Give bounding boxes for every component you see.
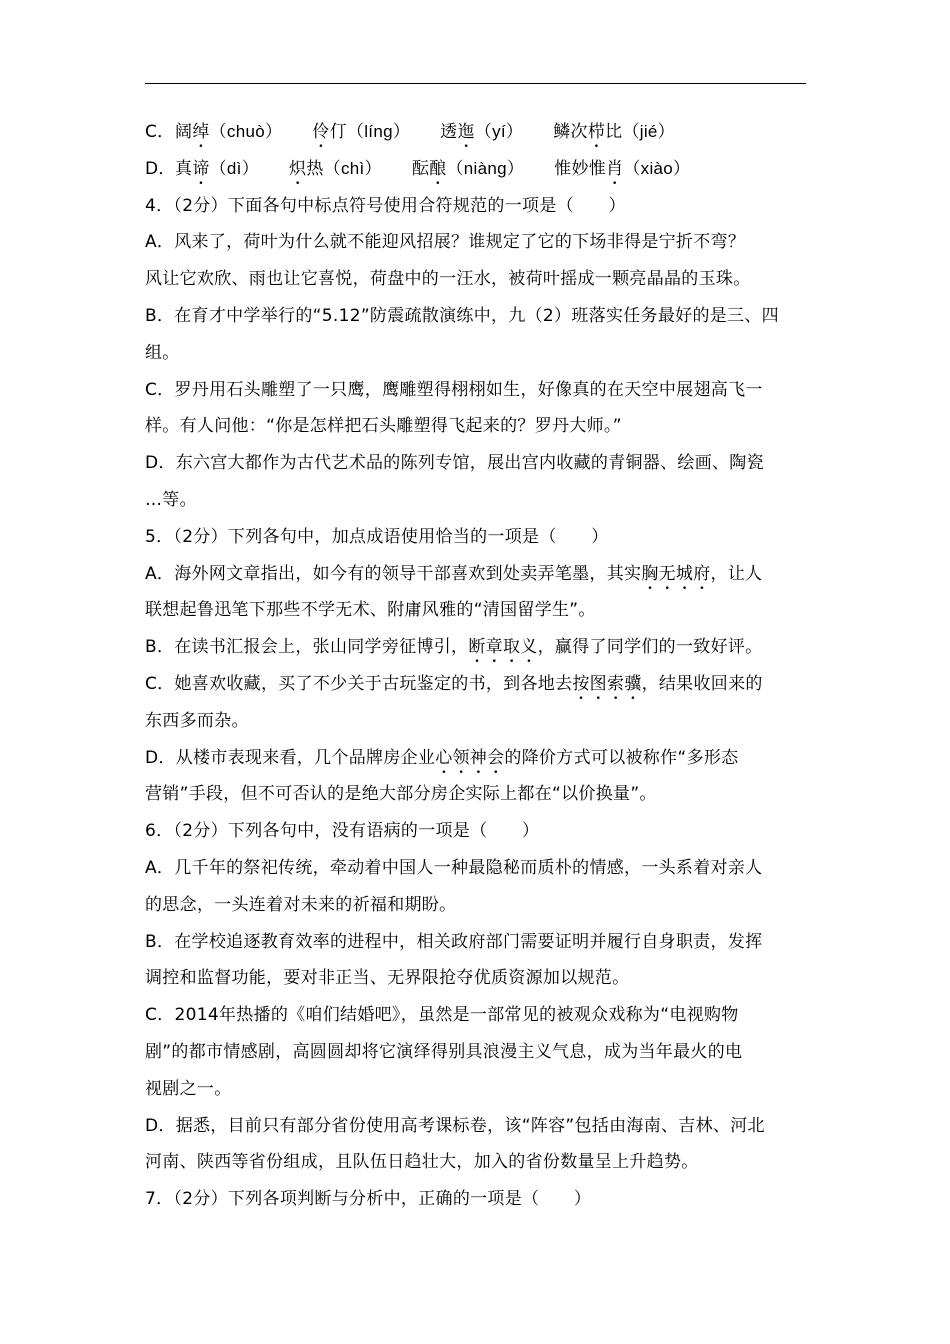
dotted-idiom: 断章取义 xyxy=(468,637,538,658)
q6-option-b-cont: 调控和监督功能，要对非正当、无界限抢夺优质资源加以规范。 xyxy=(145,968,630,989)
option-label: D． xyxy=(145,158,176,179)
q6-option-d: D．据悉，目前只有部分省份使用高考课标卷，该“阵容”包括由海南、吉林、河北 xyxy=(145,1115,765,1136)
dotted-idiom: 心领神会 xyxy=(435,747,505,768)
q6-option-d-cont: 河南、陕西等省份组成，且队伍日趋壮大，加入的省份数量呈上升趋势。 xyxy=(145,1152,699,1173)
q6-stem: 6．（2分）下列各句中，没有语病的一项是（ ） xyxy=(145,821,540,842)
dotted-idiom: 按图索骥 xyxy=(572,673,642,694)
q5-option-a-cont: 联想起鲁迅笔下那些不学无术、附庸风雅的“清国留学生”。 xyxy=(145,600,596,621)
q7-stem: 7．（2分）下列各项判断与分析中，正确的一项是（ ） xyxy=(145,1189,592,1210)
q3-option-c xyxy=(145,114,810,151)
q6-option-b: B．在学校追逐教育效率的进程中，相关政府部门需要证明并履行自身职责，发挥 xyxy=(145,931,763,952)
q5-option-c: C．她喜欢收藏，买了不少关于古玩鉴定的书，到各地去按图索骥，结果收回来的 xyxy=(145,673,763,694)
word-item: 伶仃（líng） xyxy=(312,122,411,142)
q4-option-a: A．风来了，荷叶为什么就不能迎风招展？谁规定了它的下场非得是宁折不弯？ xyxy=(145,232,746,253)
q4-stem: 4．（2分）下面各句中标点符号使用合符规范的一项是（ ） xyxy=(145,195,626,216)
q6-option-c-cont2: 视剧之一。 xyxy=(145,1078,232,1099)
option-label: C． xyxy=(145,122,175,142)
q6-option-a: A．几千年的祭祀传统，牵动着中国人一种最隐秘而质朴的情感，一头系着对亲人 xyxy=(145,857,763,878)
word-item: 炽热（chì） xyxy=(289,158,382,179)
q5-option-d: D．从楼市表现来看，几个品牌房企业心领神会的降价方式可以被称作“多形态 xyxy=(145,747,739,768)
q4-option-d-cont: …等。 xyxy=(145,489,197,510)
dotted-idiom: 胸无城府 xyxy=(641,563,711,584)
q4-option-c: C．罗丹用石头雕塑了一只鹰，鹰雕塑得栩栩如生，好像真的在天空中展翅高飞一 xyxy=(145,379,763,400)
q6-option-c-cont: 剧”的都市情感剧，高圆圆却将它演绎得别具浪漫主义气息，成为当年最火的电 xyxy=(145,1041,743,1062)
q6-option-c: C．2014年热播的《咱们结婚吧》，虽然是一部常见的被观众戏称为“电视购物 xyxy=(145,1005,739,1026)
q4-option-d: D．东六宫大都作为古代艺术品的陈列专馆，展出宫内收藏的青铜器、绘画、陶瓷 xyxy=(145,453,764,474)
q5-stem: 5．（2分）下列各句中，加点成语使用恰当的一项是（ ） xyxy=(145,526,609,547)
word-item: 鳞次栉比（jié） xyxy=(553,122,675,142)
question-content xyxy=(145,114,810,1218)
q5-option-a: A．海外网文章指出，如今有的领导干部喜欢到处卖弄笔墨，其实胸无城府，让人 xyxy=(145,563,763,584)
q6-option-a-cont: 的思念，一头连着对未来的祈福和期盼。 xyxy=(145,894,457,915)
word-item: 透迤（yí） xyxy=(440,122,524,142)
q3-option-d xyxy=(145,151,810,188)
word-item: 阔绰（chuò） xyxy=(175,122,283,142)
q5-option-c-cont: 东西多而杂。 xyxy=(145,710,249,731)
word-item: 真谛（dì） xyxy=(175,158,260,179)
q4-option-a-cont: 风让它欢欣、雨也让它喜悦，荷盘中的一汪水，被荷叶摇成一颗亮晶晶的玉珠。 xyxy=(145,269,751,290)
q5-option-d-cont: 营销”手段，但不可否认的是绝大部分房企实际上都在“以价换量”。 xyxy=(145,784,657,805)
q4-option-b-cont: 组。 xyxy=(145,342,180,363)
header-rule xyxy=(145,83,806,84)
word-item: 酝酿（niàng） xyxy=(411,158,525,179)
q4-option-c-cont: 样。有人问他：“你是怎样把石头雕塑得飞起来的？罗丹大师。” xyxy=(145,416,622,437)
q5-option-b: B．在读书汇报会上，张山同学旁征博引，断章取义，赢得了同学们的一致好评。 xyxy=(145,637,763,658)
word-item: 惟妙惟肖（xiào） xyxy=(554,158,691,179)
q4-option-b: B．在育才中学举行的“5.12”防震疏散演练中，九（2）班落实任务最好的是三、四 xyxy=(145,305,779,326)
